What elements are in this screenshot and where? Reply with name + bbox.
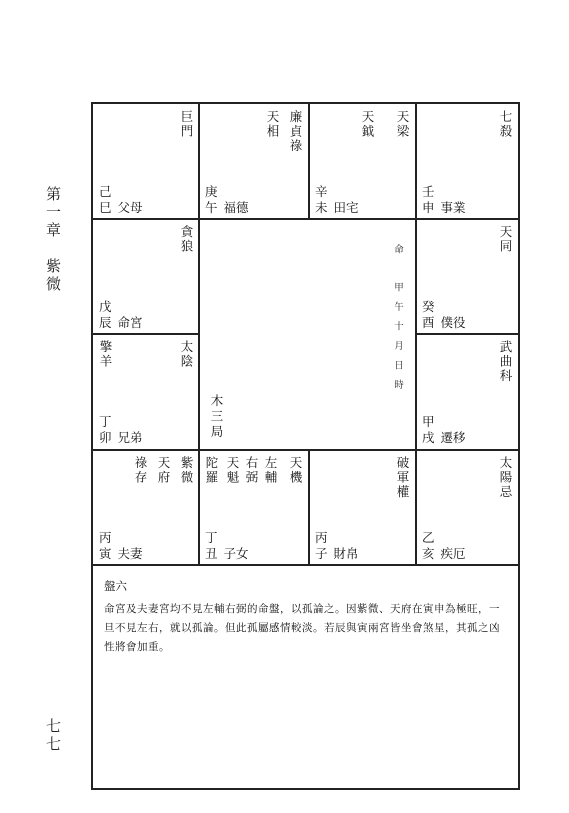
- palace-cell-mao: [93, 334, 199, 449]
- star-label: 太陽忌: [498, 456, 513, 500]
- figure-description: 命宮及夫妻宮均不見左輔右弼的命盤，以孤論之。因紫微、天府在寅申為極旺，一旦不見左右，就以孤論。但此孤屬感情較淡。若辰與寅兩宮皆坐會煞星，其孤之凶性將會加重。: [104, 603, 500, 653]
- palace-name: 父母: [117, 200, 143, 215]
- heavenly-stem: 丁: [99, 414, 112, 429]
- palace-name: 福德: [223, 200, 249, 215]
- chapter-heading: 第一章 紫微: [44, 186, 62, 294]
- palace-cell-shen: [416, 104, 518, 219]
- heavenly-stem: 乙: [422, 530, 435, 545]
- earthly-branch: 亥: [422, 546, 435, 561]
- palace-name: 僕役: [440, 315, 466, 330]
- star-label: 祿存: [133, 456, 148, 485]
- birth-label: 命: [392, 244, 403, 264]
- palace-cell-hai: [416, 450, 518, 565]
- star-label: 擎羊: [98, 340, 113, 369]
- star-label: 天同: [498, 225, 513, 254]
- palace-name: 命宮: [117, 315, 143, 330]
- earthly-branch: 子: [315, 546, 328, 561]
- star-label: 天府: [156, 456, 171, 485]
- star-label: 右弼: [244, 456, 259, 485]
- earthly-branch: 戌: [422, 430, 435, 445]
- star-label: 武曲科: [498, 340, 513, 384]
- heavenly-stem: 丁: [205, 530, 218, 545]
- palace-cell-yin: [93, 450, 199, 565]
- star-label: 天相: [265, 110, 280, 139]
- birth-date-note: 甲午十月日時: [392, 282, 403, 399]
- heavenly-stem: 辛: [315, 184, 328, 199]
- page-number: 七七: [44, 718, 62, 754]
- palace-cell-xu: [416, 334, 518, 449]
- star-label: 天魁: [225, 456, 240, 485]
- palace-cell-wei: [309, 104, 415, 219]
- five-element-bureau: 木三局: [209, 394, 224, 441]
- earthly-branch: 丑: [205, 546, 218, 561]
- palace-cell-si: [93, 104, 199, 219]
- palace-cell-zi: [309, 450, 415, 565]
- star-label: 巨門: [179, 110, 194, 139]
- star-label: 天機: [288, 456, 303, 485]
- palace-name: 遷移: [440, 430, 466, 445]
- heavenly-stem: 丙: [99, 530, 112, 545]
- star-label: 破軍權: [395, 456, 410, 500]
- earthly-branch: 寅: [99, 546, 112, 561]
- star-label: 廉貞祿: [288, 110, 303, 154]
- palace-cell-chen: [93, 219, 199, 334]
- star-label: 左輔: [263, 456, 278, 485]
- star-label: 貪狼: [179, 225, 194, 254]
- palace-name: 疾厄: [440, 546, 466, 561]
- palace-name: 事業: [440, 200, 466, 215]
- earthly-branch: 巳: [99, 200, 112, 215]
- heavenly-stem: 丙: [315, 530, 328, 545]
- star-label: 陀羅: [204, 456, 219, 485]
- palace-cell-wu: [199, 104, 308, 219]
- star-label: 天鉞: [360, 110, 375, 139]
- figure-title: 盤六: [104, 579, 127, 593]
- star-label: 天梁: [395, 110, 410, 139]
- heavenly-stem: 戊: [99, 299, 112, 314]
- chart-frame: [91, 102, 520, 790]
- palace-cell-you: [416, 219, 518, 334]
- earthly-branch: 申: [422, 200, 435, 215]
- heavenly-stem: 甲: [422, 414, 435, 429]
- earthly-branch: 午: [205, 200, 218, 215]
- earthly-branch: 酉: [422, 315, 435, 330]
- earthly-branch: 辰: [99, 315, 112, 330]
- palace-name: 財帛: [333, 546, 359, 561]
- heavenly-stem: 壬: [422, 184, 435, 199]
- heavenly-stem: 庚: [205, 184, 218, 199]
- heavenly-stem: 癸: [422, 299, 435, 314]
- palace-name: 田宅: [333, 200, 359, 215]
- palace-name: 子女: [223, 546, 249, 561]
- star-label: 太陰: [179, 340, 194, 369]
- earthly-branch: 未: [315, 200, 328, 215]
- star-label: 七殺: [498, 110, 513, 139]
- palace-name: 夫妻: [117, 546, 143, 561]
- heavenly-stem: 己: [99, 184, 112, 199]
- earthly-branch: 卯: [99, 430, 112, 445]
- palace-cell-chou: [199, 450, 308, 565]
- palace-name: 兄弟: [117, 430, 143, 445]
- star-label: 紫微: [179, 456, 194, 485]
